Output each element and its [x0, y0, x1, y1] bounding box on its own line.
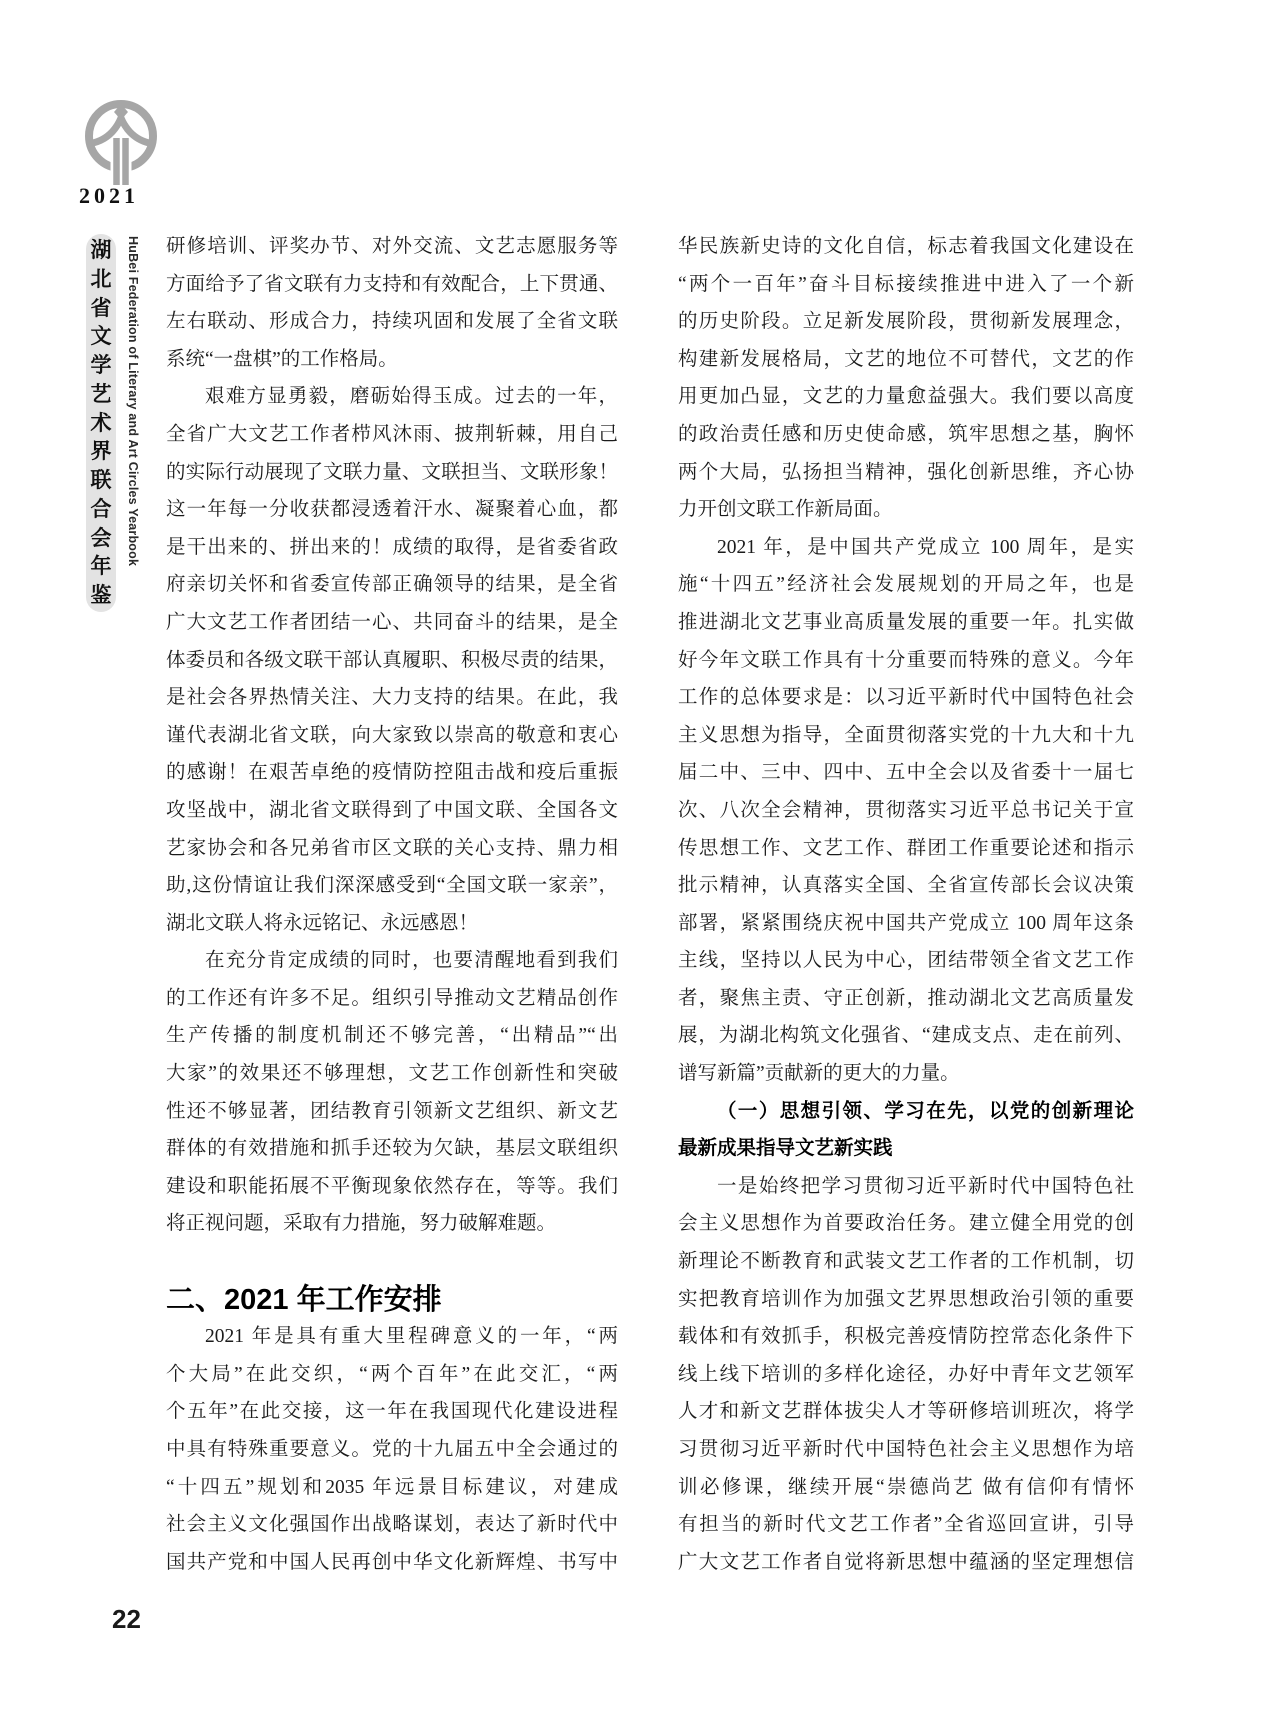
text-line: 用更加凸显，文艺的力量愈益强大。我们要以高度 — [678, 386, 1134, 408]
sidebar-char: 术 — [90, 410, 112, 435]
text-line: 线上线下培训的多样化途径，办好中青年文艺领军 — [678, 1363, 1134, 1385]
text-line: 的政治责任感和历史使命感，筑牢思想之基，胸怀 — [678, 423, 1134, 445]
text-line: 这一年每一分收获都浸透着汗水、凝聚着心血，都 — [166, 499, 618, 521]
text-line: （一）思想引领、学习在先，以党的创新理论 — [717, 1099, 1134, 1122]
text-line: 一是始终把学习贯彻习近平新时代中国特色社 — [717, 1175, 1134, 1197]
text-line: 部署，紧紧围绕庆祝中国共产党成立 100 周年这条 — [678, 912, 1134, 934]
text-line: 建设和职能拓展不平衡现象依然存在，等等。我们 — [166, 1175, 618, 1197]
text-line: 的感谢！在艰苦卓绝的疫情防控阻击战和疫后重振 — [166, 762, 618, 784]
text-line: 国共产党和中国人民再创中华文化新辉煌、书写中 — [166, 1551, 618, 1573]
text-line: 是社会各界热情关注、大力支持的结果。在此，我 — [166, 687, 618, 709]
text-line: 广大文艺工作者自觉将新思想中蕴涵的坚定理想信 — [678, 1551, 1134, 1573]
text-line: 系统“一盘棋”的工作格局。 — [166, 348, 398, 370]
text-line: 推进湖北文艺事业高质量发展的重要一年。扎实做 — [678, 611, 1134, 633]
text-line: 研修培训、评奖办节、对外交流、文艺志愿服务等 — [166, 236, 618, 257]
page-number: 22 — [112, 1604, 141, 1634]
text-line: 主义思想为指导，全面贯彻落实党的十九大和十九 — [678, 724, 1134, 746]
masthead-year: 2021 — [79, 183, 139, 208]
text-line: 实把教育培训作为加强文艺界思想政治引领的重要 — [678, 1288, 1134, 1310]
text-line: 新理论不断教育和武装文艺工作者的工作机制，切 — [678, 1251, 1134, 1273]
sidebar-char: 鉴 — [90, 583, 112, 607]
text-line: 习贯彻习近平新时代中国特色社会主义思想作为培 — [678, 1439, 1134, 1460]
text-column-left — [166, 228, 618, 1581]
sidebar-char: 界 — [90, 439, 112, 464]
text-line: 中具有特殊重要意义。党的十九届五中全会通过的 — [166, 1439, 618, 1460]
text-line: 工作的总体要求是：以习近平新时代中国特色社会 — [678, 687, 1134, 709]
text-line: 者，聚焦主责、守正创新，推动湖北文艺高质量发 — [678, 987, 1134, 1009]
text-line: 广大文艺工作者团结一心、共同奋斗的结果，是全 — [166, 611, 618, 633]
text-line: 最新成果指导文艺新实践 — [678, 1137, 893, 1160]
sidebar-char: 合 — [90, 496, 112, 521]
text-line: 届二中、三中、四中、五中全会以及省委十一届七 — [678, 762, 1134, 784]
text-line: 构建新发展格局，文艺的地位不可替代，文艺的作 — [678, 348, 1134, 370]
sidebar-char: 联 — [90, 468, 112, 492]
section-heading: 二、2021 年工作安排 — [166, 1284, 442, 1317]
text-line: 批示精神，认真落实全国、全省宣传部长会议决策 — [678, 875, 1134, 897]
text-line: 是干出来的、拼出来的！成绩的取得，是省委省政 — [166, 536, 618, 558]
sidebar-char: 年 — [90, 554, 112, 579]
text-line: 左右联动、形成合力，持续巩固和发展了全省文联 — [166, 311, 618, 333]
text-line: 的历史阶段。立足新发展阶段，贯彻新发展理念， — [678, 311, 1134, 333]
text-line: 在充分肯定成绩的同时，也要清醒地看到我们 — [205, 950, 618, 972]
sidebar-title-en: HuBei Federation of Literary and Art Circles Yearbook — [126, 236, 140, 567]
text-line: 艰难方显勇毅，磨砺始得玉成。过去的一年， — [205, 386, 618, 408]
text-line: 次、八次全会精神，贯彻落实习近平总书记关于宣 — [678, 799, 1134, 821]
sidebar-char: 省 — [90, 295, 112, 320]
sidebar-char: 学 — [90, 353, 112, 377]
sidebar-char: 湖 — [90, 238, 112, 262]
sidebar-char: 文 — [90, 324, 112, 349]
text-line: 谨代表湖北省文联，向大家致以崇高的敬意和衷心 — [166, 724, 618, 746]
text-line: 会主义思想作为首要政治任务。建立健全用党的创 — [678, 1213, 1134, 1235]
text-line: 两个大局，弘扬担当精神，强化创新思维，齐心协 — [678, 461, 1134, 483]
text-line: 个五年”在此交接，这一年在我国现代化建设进程 — [166, 1401, 618, 1423]
text-line: 2021 年，是中国共产党成立 100 周年，是实 — [717, 536, 1134, 558]
sidebar-char: 北 — [90, 266, 112, 291]
text-line: 体委员和各级文联干部认真履职、积极尽责的结果， — [166, 649, 618, 671]
text-line: 性还不够显著，团结教育引领新文艺组织、新文艺 — [166, 1100, 618, 1122]
text-line: 有担当的新时代文艺工作者”全省巡回宣讲，引导 — [678, 1514, 1134, 1536]
text-line: 全省广大文艺工作者栉风沐雨、披荆斩棘，用自己 — [166, 423, 618, 445]
text-line: 将正视问题，采取有力措施，努力破解难题。 — [166, 1213, 557, 1235]
text-line: 生产传播的制度机制还不够完善，“出精品”“出 — [166, 1025, 618, 1047]
text-line: 方面给予了省文联有力支持和有效配合，上下贯通、 — [166, 273, 618, 295]
text-line: 湖北文联人将永远铭记、永远感恩！ — [166, 912, 479, 934]
text-line: 群体的有效措施和抓手还较为欠缺，基层文联组织 — [166, 1138, 618, 1160]
sidebar-char: 艺 — [90, 381, 112, 406]
text-line: 艺家协会和各兄弟省市区文联的关心支持、鼎力相 — [166, 837, 618, 859]
text-line: 谱写新篇”贡献新的更大的力量。 — [678, 1063, 960, 1085]
text-line: 人才和新文艺群体拔尖人才等研修培训班次，将学 — [678, 1401, 1134, 1423]
text-line: 助,这份情谊让我们深深感受到“全国文联一家亲”， — [166, 875, 618, 897]
text-line: 的工作还有许多不足。组织引导推动文艺精品创作 — [166, 987, 618, 1009]
text-line: 2021 年是具有重大里程碑意义的一年，“两 — [205, 1326, 618, 1348]
text-line: 的实际行动展现了文联力量、文联担当、文联形象！ — [166, 461, 618, 483]
text-column-right — [678, 228, 1134, 1581]
text-line: “十四五”规划和2035 年远景目标建议，对建成 — [166, 1476, 618, 1498]
text-line: 攻坚战中，湖北省文联得到了中国文联、全国各文 — [166, 799, 618, 821]
text-line: 社会主义文化强国作出战略谋划，表达了新时代中 — [166, 1514, 618, 1536]
text-line: 主线，坚持以人民为中心，团结带领全省文艺工作 — [678, 950, 1134, 972]
text-line: 府亲切关怀和省委宣传部正确领导的结果，是全省 — [166, 574, 618, 596]
sidebar-char: 会 — [90, 525, 112, 550]
text-line: 训必修课，继续开展“崇德尚艺 做有信仰有情怀 — [678, 1476, 1134, 1498]
text-line: 载体和有效抓手，积极完善疫情防控常态化条件下 — [678, 1326, 1134, 1348]
text-line: 华民族新史诗的文化自信，标志着我国文化建设在 — [678, 236, 1134, 257]
text-line: 大家”的效果还不够理想，文艺工作创新性和突破 — [166, 1063, 618, 1085]
text-line: 传思想工作、文艺工作、群团工作重要论述和指示 — [678, 837, 1134, 859]
text-line: 好今年文联工作具有十分重要而特殊的意义。今年 — [678, 649, 1134, 671]
text-line: 力开创文联工作新局面。 — [678, 499, 893, 521]
text-line: “两个一百年”奋斗目标接续推进中进入了一个新 — [678, 273, 1134, 295]
text-line: 个大局”在此交织，“两个百年”在此交汇，“两 — [166, 1363, 618, 1385]
sidebar-title-cn — [86, 234, 116, 612]
text-line: 施“十四五”经济社会发展规划的开局之年，也是 — [678, 574, 1134, 596]
text-line: 展，为湖北构筑文化强省、“建成支点、走在前列、 — [678, 1025, 1134, 1047]
federation-logo-icon — [75, 98, 167, 190]
